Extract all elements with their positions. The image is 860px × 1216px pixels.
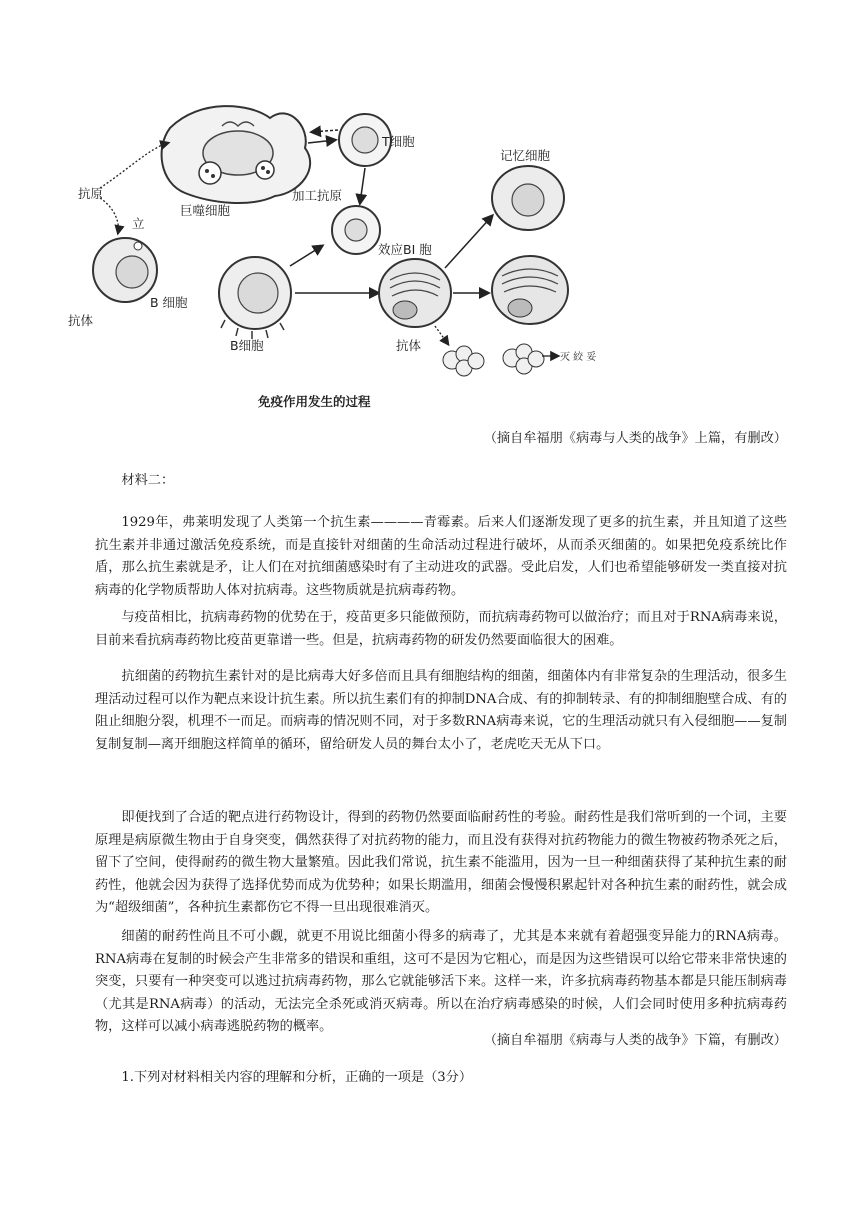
arrow-antigen-to-bcell [100,198,118,233]
b-cell-2-label: B细胞 [230,338,264,353]
arrow-tcell-to-macrophage [312,130,338,132]
macrophage-label: 巨噬细胞 [180,203,231,218]
effector-b-label: 效应BI 胞 [378,242,432,257]
antibody-1-label: 抗体 [68,313,94,328]
paragraph-4: 即便找到了合适的靶点进行药物设计，得到的药物仍然要面临耐药性的考验。耐药性是我们常听到的一个词，主要原理是病原微生物由于自身突变，偶然获得了对抗药物的能力，而且没有获得对抗药物能力的微生物被药物杀死之后，留下了空间，使得耐药的微生物大量繁殖。因此我们常说，抗生素不能滥用，因为一旦一种细菌获得了某种抗生素的耐药性，他就会因为获得了选择优势而成为优势种；如果长期滥用，细菌会慢慢积累起针对各种抗生素的耐药性，就会成为“超级细菌”，各种抗生素都伤它不得一旦出现很难消灭。 [95,810,787,915]
material-2-label: 材料二： [121,473,175,488]
paragraph-2: 与疫苗相比，抗病毒药物的优势在于，疫苗更多只能做预防，而抗病毒药物可以做治疗；而且对于RNA病毒来说，目前来看抗病毒药物比疫苗更靠谱一些。但是，抗病毒药物的研发仍然要面临很大的困难。 [95,610,787,648]
b-cell-1-label: B 细胞 [150,295,188,310]
bacteria-cluster-2 [503,344,544,374]
paragraph-3: 抗细菌的药物抗生素针对的是比病毒大好多倍而且具有细胞结构的细菌，细菌体内有非常复杂的生理活动，很多生理活动过程可以作为靶点来设计抗生素。所以抗生素们有的抑制DNA合成、有的抑制转录、有的抑制细胞壁合成、有的阻止细胞分裂，机理不一而足。而病毒的情况则不同，对于多数RNA病毒来说，它的生理活动就只有入侵细胞——复制复制复制—离开细胞这样简单的循环，留给研发人员的舞台太小了，老虎吃天无从下口。 [95,669,787,752]
destroy-label: 灭 絞 妥 [560,352,597,363]
processed-antigen-cell [332,206,380,254]
processed-antigen-label: 加工抗原 [292,188,343,203]
figure-caption: 免疫作用发生的过程 [258,394,371,409]
t-cell-label: T细胞 [382,134,415,149]
macrophage-cell [162,106,311,203]
memory-cell-label: 记忆细胞 [500,148,551,163]
antibody-2-label: 抗体 [396,338,422,353]
arrow-antigen-to-macrophage [100,143,168,188]
paragraph-5: 细菌的耐药性尚且不可小觑，就更不用说比细菌小得多的病毒了，尤其是本来就有着超强变异能力的RNA病毒。RNA病毒在复制的时候会产生非常多的错误和重组，这可不是因为它粗心，而是因为这些错误可以给它带来非常快速的突变，只要有一种突变可以逃过抗病毒药物，那么它就能够活下来。这样一来，许多抗病毒药物基本都是只能压制病毒（尤其是RNA病毒）的活动，无法完全杀死或消灭病毒。所以在治疗病毒感染的时候，人们会同时使用多种抗病毒药物，这样可以减小病毒逃脱药物的概率。 [95,929,787,1034]
source-citation-1: （摘自牟福朋《病毒与人类的战争》上篇，有删改） [483,431,787,446]
arrow-antibody-to-bacteria [435,326,448,344]
arrow-antigen-to-bcell2 [290,246,322,266]
memory-cell [492,166,564,230]
li-label: 立 [132,216,145,231]
arrow-effector-to-memory [445,216,492,268]
b-cell-2 [219,257,291,339]
antigen-label: 抗原 [78,186,104,201]
arrow-tcell-to-antigen [360,168,365,203]
arrow-macrophage-to-tcell [308,140,335,143]
b-cell-1 [93,238,157,302]
source-citation-2: （摘自牟福朋《病毒与人类的战争》下篇，有删改） [483,1033,787,1048]
immune-process-figure [60,88,600,418]
paragraph-1: 1929年，弗莱明发现了人类第一个抗生素————青霉素。后来人们逐渐发现了更多的抗生素，并且知道了这些抗生素并非通过激活免疫系统，而是直接针对细菌的生命活动过程进行破坏，从而杀灭细菌的。如果把免疫系统比作盾，那么抗生素就是矛，让人们在对抗细菌感染时有了主动进攻的武器。受此启发，人们也希望能够研发一类直接对抗病毒的化学物质帮助人体对抗病毒。这些物质就是抗病毒药物。 [95,515,787,598]
question-1: 1.下列对材料相关内容的理解和分析，正确的一项是（3分） [121,1070,473,1085]
effector-b-cell [379,259,451,327]
effector-b-cell-2 [492,256,568,324]
bacteria-cluster-1 [443,346,484,376]
